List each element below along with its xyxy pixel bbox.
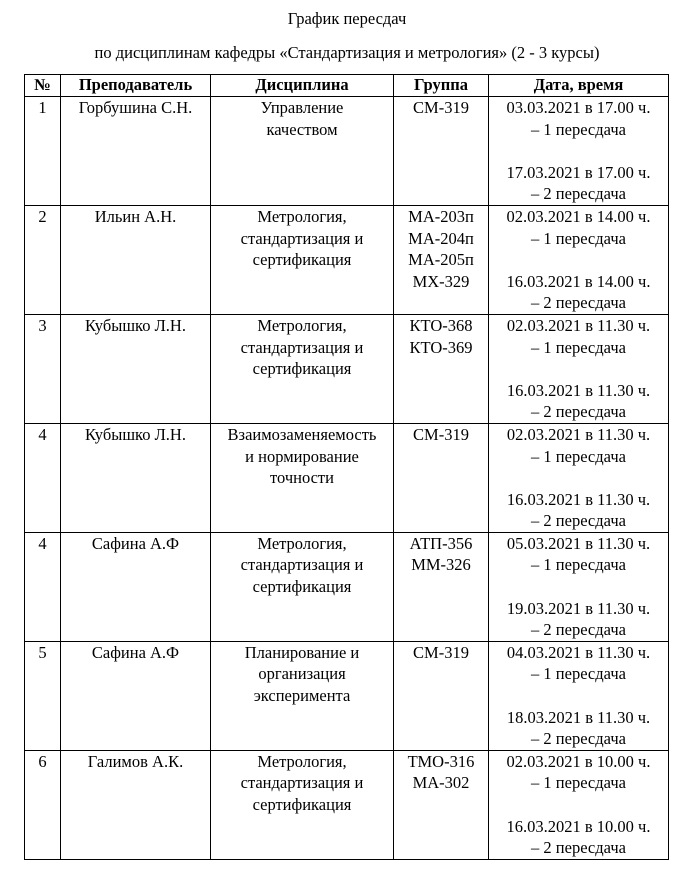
teacher-name: Сафина А.Ф [91, 642, 180, 662]
cell-teacher [61, 750, 211, 859]
retake-gap [492, 140, 665, 162]
cell-teacher [61, 314, 211, 423]
discipline-line: сертификация [252, 359, 352, 379]
teacher-name: Горбушина С.Н. [78, 98, 193, 117]
cell-discipline [211, 750, 394, 859]
group-code: СМ-319 [413, 424, 469, 444]
retake-2-line: – 2 пересдача [531, 402, 626, 422]
retake-gap [492, 576, 665, 598]
retake-2-line: 16.03.2021 в 11.30 ч. [506, 489, 651, 509]
group-code: СМ-319 [413, 642, 469, 662]
retake-2-line: 16.03.2021 в 10.00 ч. [506, 816, 651, 836]
row-number: 4 [38, 533, 47, 553]
cell-group [394, 423, 489, 532]
retake-1-line: 02.03.2021 в 14.00 ч. [506, 206, 651, 226]
teacher-name: Кубышко Л.Н. [85, 315, 186, 335]
cell-num [25, 532, 61, 641]
header-date: Дата, время [489, 75, 669, 97]
row-number: 1 [38, 98, 47, 117]
table-row [25, 97, 669, 206]
retake-2-line: – 2 пересдача [531, 511, 626, 531]
row-number: 6 [38, 751, 47, 771]
retake-1-line: – 1 пересдача [531, 446, 626, 466]
cell-teacher [61, 532, 211, 641]
discipline-line: Метрология, [257, 206, 347, 226]
cell-group [394, 641, 489, 750]
group-code: КТО-368 [409, 315, 473, 335]
discipline-line: Управление [260, 98, 344, 117]
retake-1-line: 02.03.2021 в 11.30 ч. [506, 315, 651, 335]
retake-1-line: 03.03.2021 в 17.00 ч. [506, 98, 651, 117]
retake-1-line: – 1 пересдача [531, 119, 626, 139]
cell-discipline [211, 205, 394, 314]
retake-2-line: 17.03.2021 в 17.00 ч. [506, 162, 651, 182]
discipline-line: Метрология, [257, 533, 347, 553]
cell-group [394, 532, 489, 641]
cell-discipline [211, 314, 394, 423]
retake-1-line: – 1 пересдача [531, 664, 626, 684]
retake-2-line: 19.03.2021 в 11.30 ч. [506, 598, 651, 618]
cell-teacher [61, 97, 211, 206]
document-title: График пересдач [287, 9, 407, 28]
retake-1-line: – 1 пересдача [531, 228, 626, 248]
retake-1-line: – 1 пересдача [531, 555, 626, 575]
discipline-line: Взаимозаменяемость [227, 424, 377, 444]
group-code: МА-204п [408, 228, 474, 248]
retake-1-line: 02.03.2021 в 11.30 ч. [506, 424, 651, 444]
teacher-name: Ильин А.Н. [94, 206, 177, 226]
group-code: АТП-356 [409, 533, 473, 553]
table-row [25, 314, 669, 423]
cell-num [25, 641, 61, 750]
discipline-line: Планирование и [244, 642, 360, 662]
table-header-row [25, 75, 669, 97]
cell-date [489, 532, 669, 641]
discipline-line: сертификация [252, 250, 352, 270]
retake-1-line: 04.03.2021 в 11.30 ч. [506, 642, 651, 662]
cell-group [394, 750, 489, 859]
discipline-line: эксперимента [253, 686, 351, 706]
cell-date [489, 423, 669, 532]
cell-date [489, 205, 669, 314]
header-teacher: Преподаватель [61, 75, 211, 97]
teacher-name: Галимов А.К. [87, 751, 184, 771]
cell-date [489, 750, 669, 859]
discipline-line: организация [258, 664, 346, 684]
cell-group [394, 205, 489, 314]
header-group: Группа [394, 75, 489, 97]
retake-2-line: – 2 пересдача [531, 838, 626, 858]
group-code: МА-203п [408, 206, 474, 226]
cell-discipline [211, 97, 394, 206]
table-row [25, 641, 669, 750]
group-code: МА-205п [408, 250, 474, 270]
table-body [25, 97, 669, 860]
cell-date [489, 97, 669, 206]
cell-teacher [61, 641, 211, 750]
cell-num [25, 97, 61, 206]
cell-discipline [211, 423, 394, 532]
discipline-line: и нормирование [245, 446, 359, 466]
discipline-line: сертификация [252, 577, 352, 597]
retake-2-line: 18.03.2021 в 11.30 ч. [506, 707, 651, 727]
cell-num [25, 205, 61, 314]
row-number: 4 [38, 424, 47, 444]
discipline-line: Метрология, [257, 751, 347, 771]
retake-gap [492, 467, 665, 489]
header-discipline: Дисциплина [211, 75, 394, 97]
group-code: ТМО-316 [407, 751, 475, 771]
retake-2-line: 16.03.2021 в 14.00 ч. [506, 271, 651, 291]
retake-2-line: – 2 пересдача [531, 729, 626, 749]
cell-num [25, 423, 61, 532]
row-number: 2 [38, 206, 47, 226]
retake-1-line: 02.03.2021 в 10.00 ч. [506, 751, 651, 771]
cell-date [489, 314, 669, 423]
cell-date [489, 641, 669, 750]
cell-num [25, 314, 61, 423]
discipline-line: стандартизация и [240, 337, 364, 357]
cell-num [25, 750, 61, 859]
cell-teacher [61, 423, 211, 532]
teacher-name: Кубышко Л.Н. [85, 424, 186, 444]
discipline-line: Метрология, [257, 315, 347, 335]
retake-2-line: 16.03.2021 в 11.30 ч. [506, 380, 651, 400]
discipline-line: стандартизация и [240, 228, 364, 248]
retake-schedule-table [24, 74, 669, 860]
cell-group [394, 97, 489, 206]
discipline-line: точности [270, 468, 334, 488]
row-number: 5 [38, 642, 47, 662]
teacher-name: Сафина А.Ф [91, 533, 180, 553]
table-row [25, 423, 669, 532]
retake-2-line: – 2 пересдача [531, 293, 626, 313]
retake-gap [492, 249, 665, 271]
cell-discipline [211, 641, 394, 750]
cell-group [394, 314, 489, 423]
group-code: ММ-326 [411, 555, 471, 575]
retake-gap [492, 685, 665, 707]
retake-2-line: – 2 пересдача [531, 620, 626, 640]
group-code: МХ-329 [412, 271, 470, 291]
header-num: № [25, 75, 61, 97]
discipline-line: сертификация [252, 795, 352, 814]
group-code: КТО-369 [409, 337, 473, 357]
retake-1-line: 05.03.2021 в 11.30 ч. [506, 533, 651, 553]
cell-discipline [211, 532, 394, 641]
table-row [25, 205, 669, 314]
group-code: МА-302 [412, 773, 470, 793]
discipline-line: стандартизация и [240, 555, 364, 575]
discipline-line: качеством [266, 119, 338, 139]
retake-gap [492, 794, 665, 816]
retake-1-line: – 1 пересдача [531, 773, 626, 793]
document-subtitle: по дисциплинам кафедры «Стандартизация и метрология» (2 - 3 курсы) [94, 43, 600, 62]
table-row [25, 532, 669, 641]
retake-2-line: – 2 пересдача [531, 184, 626, 204]
row-number: 3 [38, 315, 47, 335]
discipline-line: стандартизация и [240, 773, 364, 793]
group-code: СМ-319 [413, 98, 469, 117]
cell-teacher [61, 205, 211, 314]
retake-gap [492, 358, 665, 380]
table-row [25, 750, 669, 859]
retake-1-line: – 1 пересдача [531, 337, 626, 357]
